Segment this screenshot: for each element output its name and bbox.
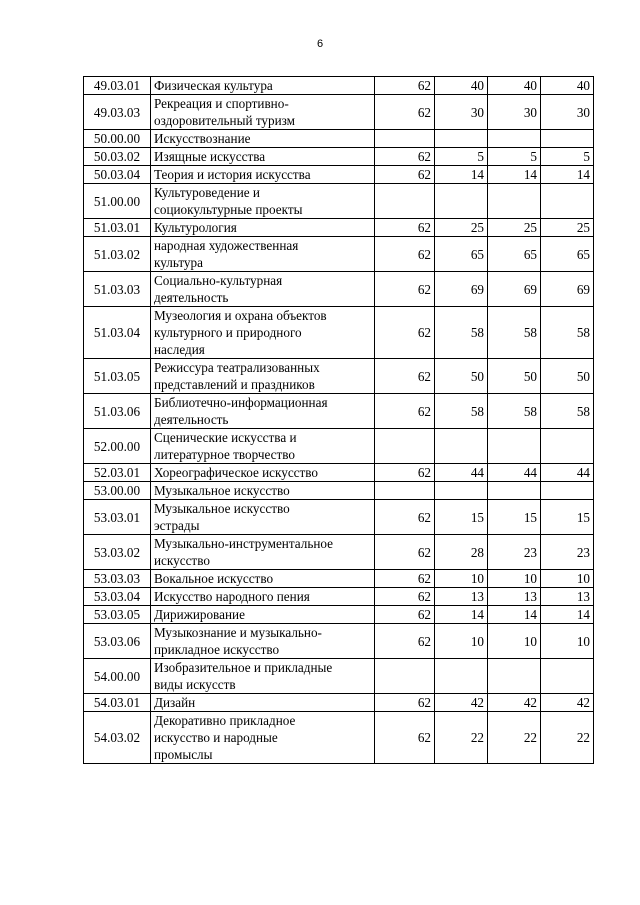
value-cell-v4: [541, 482, 594, 500]
value-cell-v3: [488, 429, 541, 464]
value-cell-v3: 69: [488, 272, 541, 307]
table-row: [84, 130, 594, 148]
value-cell-v2: 58: [435, 307, 488, 359]
value-cell-v3: 58: [488, 394, 541, 429]
code-cell: 51.03.04: [84, 307, 151, 359]
code-cell: 51.00.00: [84, 184, 151, 219]
name-line: Физическая культура: [154, 78, 273, 93]
name-line: искусство и народные: [154, 730, 278, 745]
code-cell: 53.03.05: [84, 606, 151, 624]
name-line: Искусствознание: [154, 131, 251, 146]
name-cell: [151, 148, 375, 166]
name-cell: [151, 237, 375, 272]
value-cell-v2: 15: [435, 500, 488, 535]
value-cell-v3: 22: [488, 712, 541, 764]
value-cell-v2: 10: [435, 570, 488, 588]
value-cell-v3: 42: [488, 694, 541, 712]
table-row: [84, 712, 594, 764]
name-cell: [151, 535, 375, 570]
name-cell: [151, 500, 375, 535]
name-line: культурного и природного: [154, 325, 302, 340]
name-line: Музеология и охрана объектов: [154, 308, 327, 323]
value-cell-v4: 40: [541, 77, 594, 95]
value-cell-v4: 58: [541, 394, 594, 429]
value-cell-v4: 30: [541, 95, 594, 130]
code-cell: 52.03.01: [84, 464, 151, 482]
code-cell: 53.03.04: [84, 588, 151, 606]
value-cell-v4: [541, 429, 594, 464]
code-cell: 51.03.01: [84, 219, 151, 237]
code-cell: 51.03.05: [84, 359, 151, 394]
name-line: Сценические искусства и: [154, 430, 297, 445]
code-cell: 53.03.06: [84, 624, 151, 659]
name-line: Рекреация и спортивно-: [154, 96, 289, 111]
table-row: [84, 535, 594, 570]
code-cell: 51.03.06: [84, 394, 151, 429]
name-line: Музыкально-инструментальное: [154, 536, 334, 551]
value-cell-v1: 62: [375, 237, 435, 272]
value-cell-v1: 62: [375, 570, 435, 588]
value-cell-v2: 40: [435, 77, 488, 95]
code-cell: 53.03.01: [84, 500, 151, 535]
name-line: Дизайн: [154, 695, 196, 710]
code-cell: 54.00.00: [84, 659, 151, 694]
value-cell-v2: 30: [435, 95, 488, 130]
table-row: [84, 606, 594, 624]
name-cell: [151, 606, 375, 624]
value-cell-v3: 13: [488, 588, 541, 606]
name-line: социокультурные проекты: [154, 202, 303, 217]
table-body: [84, 77, 594, 764]
name-cell: [151, 95, 375, 130]
table-row: [84, 464, 594, 482]
name-cell: [151, 307, 375, 359]
value-cell-v1: 62: [375, 77, 435, 95]
name-cell: [151, 624, 375, 659]
value-cell-v2: 14: [435, 606, 488, 624]
value-cell-v4: 14: [541, 166, 594, 184]
name-line: Изящные искусства: [154, 149, 266, 164]
value-cell-v4: 14: [541, 606, 594, 624]
name-line: Музыкальное искусство: [154, 483, 290, 498]
name-cell: [151, 219, 375, 237]
name-cell: [151, 570, 375, 588]
value-cell-v4: 13: [541, 588, 594, 606]
value-cell-v3: 50: [488, 359, 541, 394]
name-line: Искусство народного пения: [154, 589, 310, 604]
value-cell-v3: 14: [488, 606, 541, 624]
value-cell-v1: 62: [375, 624, 435, 659]
value-cell-v4: 10: [541, 570, 594, 588]
value-cell-v4: 65: [541, 237, 594, 272]
value-cell-v4: 5: [541, 148, 594, 166]
code-cell: 49.03.01: [84, 77, 151, 95]
value-cell-v1: [375, 130, 435, 148]
name-cell: [151, 394, 375, 429]
value-cell-v1: 62: [375, 394, 435, 429]
value-cell-v3: 44: [488, 464, 541, 482]
name-cell: [151, 429, 375, 464]
value-cell-v3: 14: [488, 166, 541, 184]
name-line: искусство: [154, 553, 210, 568]
name-cell: [151, 184, 375, 219]
value-cell-v1: 62: [375, 694, 435, 712]
value-cell-v2: 42: [435, 694, 488, 712]
name-line: деятельность: [154, 290, 229, 305]
value-cell-v3: [488, 130, 541, 148]
value-cell-v2: [435, 659, 488, 694]
table-row: [84, 570, 594, 588]
value-cell-v4: [541, 130, 594, 148]
value-cell-v2: [435, 184, 488, 219]
value-cell-v1: 62: [375, 95, 435, 130]
code-cell: 49.03.03: [84, 95, 151, 130]
code-cell: 52.00.00: [84, 429, 151, 464]
value-cell-v1: [375, 659, 435, 694]
value-cell-v3: 40: [488, 77, 541, 95]
code-cell: 50.00.00: [84, 130, 151, 148]
value-cell-v3: [488, 482, 541, 500]
name-line: Изобразительное и прикладные: [154, 660, 333, 675]
name-cell: [151, 712, 375, 764]
name-line: эстрады: [154, 518, 200, 533]
value-cell-v1: 62: [375, 464, 435, 482]
value-cell-v4: 10: [541, 624, 594, 659]
name-line: Теория и история искусства: [154, 167, 311, 182]
value-cell-v2: 58: [435, 394, 488, 429]
name-cell: [151, 694, 375, 712]
name-line: Хореографическое искусство: [154, 465, 319, 480]
name-line: культура: [154, 255, 203, 270]
value-cell-v3: [488, 659, 541, 694]
table-row: [84, 694, 594, 712]
code-cell: 50.03.04: [84, 166, 151, 184]
name-cell: [151, 359, 375, 394]
code-cell: 54.03.02: [84, 712, 151, 764]
table-row: [84, 184, 594, 219]
value-cell-v3: 10: [488, 570, 541, 588]
value-cell-v1: 62: [375, 712, 435, 764]
table-row: [84, 359, 594, 394]
name-line: Вокальное искусство: [154, 571, 274, 586]
code-cell: 53.03.03: [84, 570, 151, 588]
name-cell: [151, 659, 375, 694]
value-cell-v4: 23: [541, 535, 594, 570]
name-cell: [151, 464, 375, 482]
table-row: [84, 394, 594, 429]
name-line: оздоровительный туризм: [154, 113, 296, 128]
table-row: [84, 95, 594, 130]
name-cell: [151, 77, 375, 95]
page-number: 6: [316, 38, 324, 50]
value-cell-v1: 62: [375, 535, 435, 570]
table-row: [84, 307, 594, 359]
value-cell-v2: 28: [435, 535, 488, 570]
code-cell: 53.03.02: [84, 535, 151, 570]
value-cell-v2: 22: [435, 712, 488, 764]
value-cell-v3: 23: [488, 535, 541, 570]
value-cell-v1: [375, 184, 435, 219]
name-cell: [151, 588, 375, 606]
table-row: [84, 77, 594, 95]
code-cell: 51.03.02: [84, 237, 151, 272]
specialty-table: [83, 76, 594, 764]
value-cell-v1: 62: [375, 500, 435, 535]
value-cell-v1: [375, 429, 435, 464]
value-cell-v3: 58: [488, 307, 541, 359]
table-row: [84, 429, 594, 464]
value-cell-v2: [435, 482, 488, 500]
value-cell-v1: 62: [375, 219, 435, 237]
code-cell: 50.03.02: [84, 148, 151, 166]
name-line: Культурология: [154, 220, 237, 235]
name-line: виды искусств: [154, 677, 236, 692]
value-cell-v4: 15: [541, 500, 594, 535]
name-line: Декоративно прикладное: [154, 713, 296, 728]
name-line: Музыкознание и музыкально-: [154, 625, 322, 640]
value-cell-v3: [488, 184, 541, 219]
value-cell-v2: [435, 130, 488, 148]
value-cell-v1: 62: [375, 166, 435, 184]
table-row: [84, 588, 594, 606]
value-cell-v4: 50: [541, 359, 594, 394]
table-row: [84, 500, 594, 535]
value-cell-v1: 62: [375, 307, 435, 359]
name-line: Социально-культурная: [154, 273, 283, 288]
value-cell-v1: [375, 482, 435, 500]
value-cell-v2: 25: [435, 219, 488, 237]
name-line: Режиссура театрализованных: [154, 360, 320, 375]
value-cell-v1: 62: [375, 588, 435, 606]
name-cell: [151, 482, 375, 500]
table-row: [84, 659, 594, 694]
code-cell: 51.03.03: [84, 272, 151, 307]
value-cell-v4: 22: [541, 712, 594, 764]
name-line: наследия: [154, 342, 205, 357]
value-cell-v1: 62: [375, 272, 435, 307]
value-cell-v1: 62: [375, 148, 435, 166]
table-row: [84, 482, 594, 500]
name-cell: [151, 130, 375, 148]
value-cell-v1: 62: [375, 606, 435, 624]
name-line: народная художественная: [154, 238, 299, 253]
value-cell-v3: 15: [488, 500, 541, 535]
value-cell-v4: 69: [541, 272, 594, 307]
value-cell-v4: 58: [541, 307, 594, 359]
value-cell-v2: 65: [435, 237, 488, 272]
name-line: Культуроведение и: [154, 185, 260, 200]
name-line: представлений и праздников: [154, 377, 315, 392]
table-row: [84, 219, 594, 237]
table-row: [84, 148, 594, 166]
table-row: [84, 624, 594, 659]
value-cell-v4: 42: [541, 694, 594, 712]
value-cell-v3: 30: [488, 95, 541, 130]
table-row: [84, 237, 594, 272]
table-row: [84, 272, 594, 307]
name-line: Дирижирование: [154, 607, 245, 622]
name-cell: [151, 166, 375, 184]
value-cell-v2: 44: [435, 464, 488, 482]
value-cell-v2: 50: [435, 359, 488, 394]
code-cell: 53.00.00: [84, 482, 151, 500]
value-cell-v2: 13: [435, 588, 488, 606]
value-cell-v4: 44: [541, 464, 594, 482]
name-line: прикладное искусство: [154, 642, 280, 657]
value-cell-v2: 10: [435, 624, 488, 659]
value-cell-v3: 65: [488, 237, 541, 272]
value-cell-v4: 25: [541, 219, 594, 237]
name-cell: [151, 272, 375, 307]
value-cell-v2: 14: [435, 166, 488, 184]
name-line: деятельность: [154, 412, 229, 427]
table-row: [84, 166, 594, 184]
name-line: Музыкальное искусство: [154, 501, 290, 516]
value-cell-v3: 5: [488, 148, 541, 166]
value-cell-v1: 62: [375, 359, 435, 394]
value-cell-v4: [541, 184, 594, 219]
value-cell-v3: 10: [488, 624, 541, 659]
name-line: литературное творчество: [154, 447, 296, 462]
name-line: Библиотечно-информационная: [154, 395, 328, 410]
value-cell-v3: 25: [488, 219, 541, 237]
code-cell: 54.03.01: [84, 694, 151, 712]
value-cell-v2: [435, 429, 488, 464]
value-cell-v4: [541, 659, 594, 694]
value-cell-v2: 69: [435, 272, 488, 307]
name-line: промыслы: [154, 747, 213, 762]
value-cell-v2: 5: [435, 148, 488, 166]
